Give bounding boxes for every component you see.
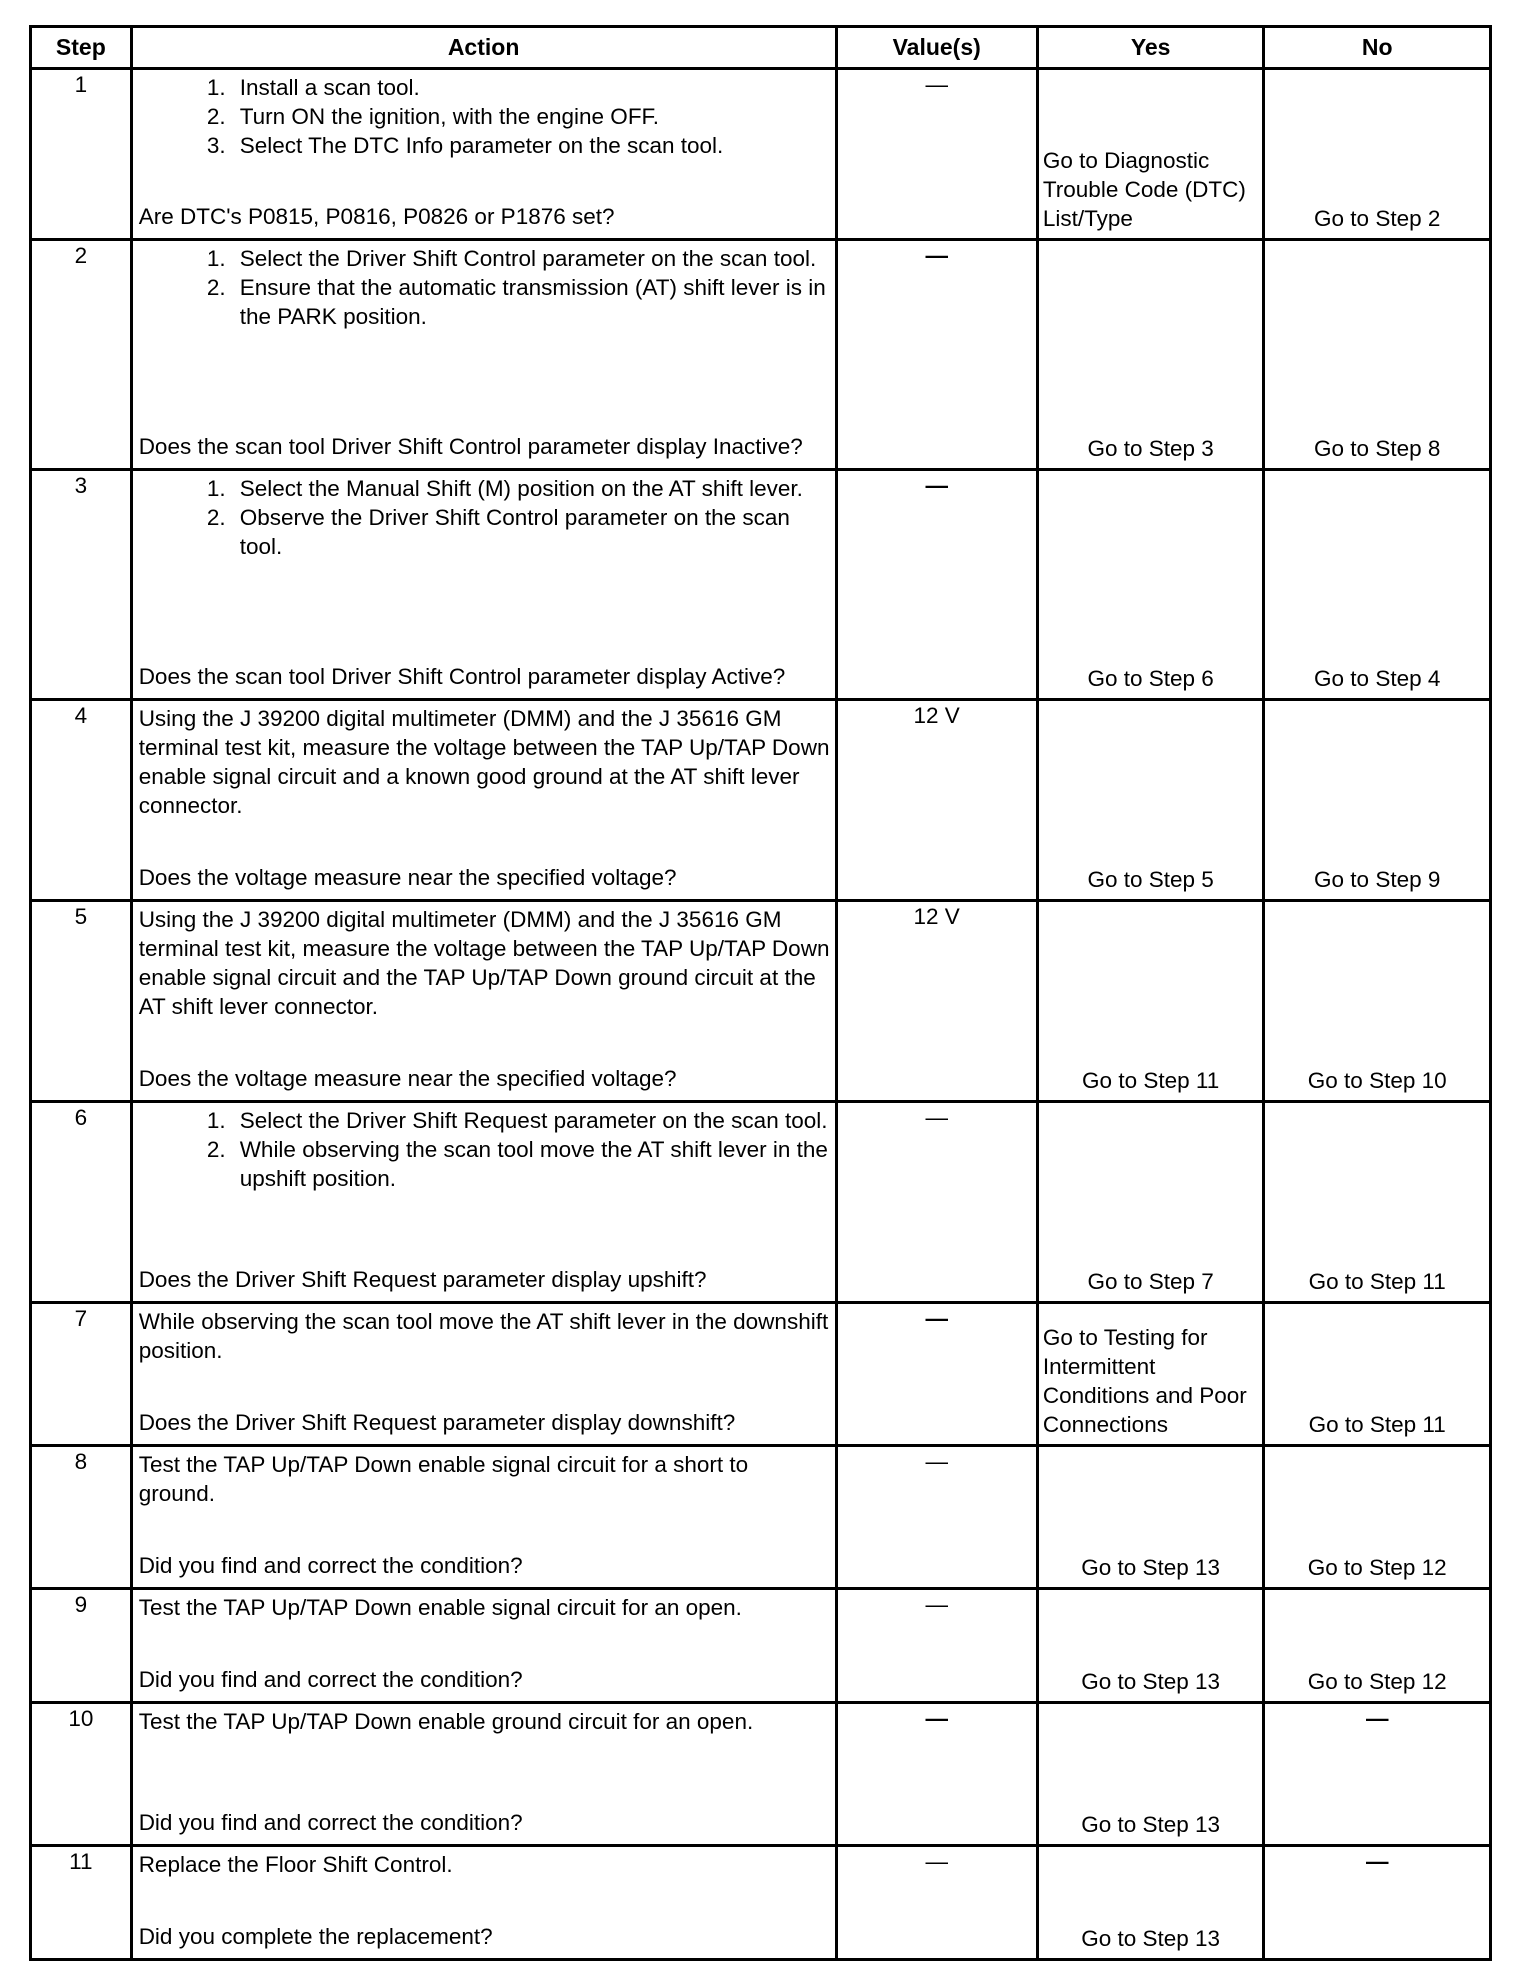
yes-content	[1039, 902, 1263, 1097]
value-text: —	[925, 1706, 948, 1731]
step-number: 6	[31, 1102, 132, 1303]
action-content	[133, 241, 835, 465]
value-cell	[836, 470, 1037, 700]
no-text[interactable]: Go to Step 12	[1307, 1669, 1447, 1694]
yes-text[interactable]: Go to Step 13	[1081, 1812, 1221, 1837]
header-yes: Yes	[1037, 27, 1264, 69]
yes-content	[1039, 1847, 1263, 1955]
no-content	[1265, 241, 1489, 465]
yes-cell	[1037, 1446, 1264, 1589]
header-action: Action	[131, 27, 836, 69]
step-number: 9	[31, 1589, 132, 1703]
no-text[interactable]: Go to Step 11	[1308, 1412, 1446, 1437]
yes-text[interactable]: Go to Step 13	[1081, 1926, 1221, 1951]
yes-text[interactable]: Go to Step 3	[1087, 436, 1214, 461]
value-text: 12 V	[913, 904, 960, 929]
yes-text[interactable]: Go to Step 5	[1087, 867, 1214, 892]
action-step-text: Select the Driver Shift Control parameter on the scan tool.	[239, 246, 817, 271]
no-content	[1265, 1447, 1489, 1584]
action-cell	[131, 470, 836, 700]
table-row	[31, 901, 1491, 1102]
action-question: Does the Driver Shift Request parameter display upshift?	[138, 1267, 707, 1292]
action-step-item	[139, 1106, 831, 1135]
value-text: —	[925, 1449, 948, 1474]
table-row	[31, 240, 1491, 470]
table-row	[31, 1303, 1491, 1446]
value-cell	[836, 1703, 1037, 1846]
yes-cell	[1037, 69, 1264, 240]
yes-cell	[1037, 470, 1264, 700]
header-no: No	[1264, 27, 1491, 69]
action-question: Did you complete the replacement?	[138, 1924, 493, 1949]
action-step-item	[139, 244, 831, 273]
action-content	[133, 701, 835, 896]
no-text: —	[1365, 1706, 1389, 1731]
action-cell	[131, 1303, 836, 1446]
action-text: Using the J 39200 digital multimeter (DMM) and the J 35616 GM terminal test kit, measure the voltage between the TAP Up/TAP Down enable signal circuit and the TAP Up/TAP Down ground circuit at the AT shift lever connector.	[138, 907, 830, 1019]
no-text[interactable]: Go to Step 10	[1307, 1068, 1447, 1093]
no-content	[1265, 1103, 1489, 1298]
value-cell	[836, 901, 1037, 1102]
no-cell	[1264, 69, 1491, 240]
yes-cell	[1037, 1703, 1264, 1846]
table-row	[31, 1703, 1491, 1846]
action-content	[133, 1304, 835, 1441]
action-instructions	[139, 1450, 831, 1508]
action-step-number: 2.	[206, 275, 226, 300]
header-values: Value(s)	[836, 27, 1037, 69]
action-text: While observing the scan tool move the AT shift lever in the downshift position.	[138, 1309, 829, 1363]
yes-content	[1039, 1447, 1263, 1584]
action-step-text: Select the Manual Shift (M) position on the AT shift lever.	[239, 476, 803, 501]
value-text: 12 V	[913, 703, 960, 728]
value-text: —	[925, 243, 948, 268]
value-text: —	[925, 1592, 948, 1617]
action-content	[133, 1590, 835, 1698]
value-cell	[836, 1303, 1037, 1446]
value-text: —	[925, 1306, 948, 1331]
yes-text[interactable]: Go to Step 6	[1087, 666, 1214, 691]
action-text: Replace the Floor Shift Control.	[138, 1852, 453, 1877]
step-number: 7	[31, 1303, 132, 1446]
yes-text[interactable]: Go to Testing for Intermittent Conditions and Poor Connections	[1042, 1325, 1247, 1437]
action-text: Using the J 39200 digital multimeter (DMM) and the J 35616 GM terminal test kit, measure the voltage between the TAP Up/TAP Down enable signal circuit and a known good ground at the AT shift lever connector.	[138, 706, 830, 818]
value-text: —	[925, 473, 948, 498]
step-number: 1	[31, 69, 132, 240]
action-step-number: 2.	[206, 104, 226, 129]
table-row	[31, 1589, 1491, 1703]
action-step-text: Select the Driver Shift Request parameter on the scan tool.	[239, 1108, 828, 1133]
no-content	[1265, 471, 1489, 695]
action-cell	[131, 1589, 836, 1703]
action-step-text: Install a scan tool.	[239, 75, 420, 100]
no-text[interactable]: Go to Step 8	[1314, 436, 1441, 461]
no-cell	[1264, 700, 1491, 901]
yes-cell	[1037, 1589, 1264, 1703]
action-instructions	[139, 1307, 831, 1365]
yes-cell	[1037, 1846, 1264, 1960]
no-text[interactable]: Go to Step 12	[1307, 1555, 1447, 1580]
action-step-item	[139, 73, 831, 102]
action-content	[133, 1704, 835, 1841]
value-cell	[836, 700, 1037, 901]
step-number: 3	[31, 470, 132, 700]
yes-cell	[1037, 901, 1264, 1102]
action-cell	[131, 69, 836, 240]
yes-text[interactable]: Go to Step 7	[1087, 1269, 1214, 1294]
action-step-number: 3.	[206, 133, 226, 158]
step-number: 4	[31, 700, 132, 901]
no-cell	[1264, 240, 1491, 470]
action-steps-list	[139, 1106, 831, 1193]
action-step-number: 2.	[206, 505, 226, 530]
table-row	[31, 1846, 1491, 1960]
no-cell	[1264, 901, 1491, 1102]
action-content	[133, 471, 835, 695]
action-step-text: Ensure that the automatic transmission (AT) shift lever is in the PARK position.	[239, 275, 826, 329]
action-steps-list	[139, 474, 831, 561]
no-text: —	[1365, 1849, 1389, 1874]
action-content	[133, 1103, 835, 1298]
action-step-text: Observe the Driver Shift Control parameter on the scan tool.	[239, 505, 790, 559]
step-number: 10	[31, 1703, 132, 1846]
action-instructions	[139, 905, 831, 1021]
action-instructions	[139, 1106, 831, 1193]
no-cell	[1264, 1846, 1491, 1960]
action-step-text: Turn ON the ignition, with the engine OFF.	[239, 104, 660, 129]
action-instructions	[139, 474, 831, 561]
action-instructions	[139, 244, 831, 331]
action-step-item	[139, 1135, 831, 1193]
yes-content	[1039, 471, 1263, 695]
yes-content	[1039, 1590, 1263, 1698]
action-question: Does the scan tool Driver Shift Control parameter display Inactive?	[138, 434, 803, 459]
no-content	[1265, 1304, 1489, 1441]
table-row	[31, 700, 1491, 901]
action-step-number: 1.	[206, 476, 226, 501]
action-text: Test the TAP Up/TAP Down enable signal circuit for a short to ground.	[138, 1452, 749, 1506]
yes-text[interactable]: Go to Step 11	[1082, 1068, 1220, 1093]
no-text[interactable]: Go to Step 9	[1314, 867, 1441, 892]
yes-content	[1039, 1704, 1263, 1841]
action-content	[133, 70, 835, 235]
table-row	[31, 1446, 1491, 1589]
no-content	[1265, 701, 1489, 896]
no-cell	[1264, 470, 1491, 700]
no-content	[1265, 1590, 1489, 1698]
action-step-item	[139, 503, 831, 561]
action-step-item	[139, 273, 831, 331]
action-instructions	[139, 1593, 831, 1622]
value-cell	[836, 1102, 1037, 1303]
action-step-text: While observing the scan tool move the AT shift lever in the upshift position.	[239, 1137, 828, 1191]
yes-text[interactable]: Go to Step 13	[1081, 1555, 1221, 1580]
yes-text[interactable]: Go to Diagnostic Trouble Code (DTC) List/Type	[1042, 148, 1246, 231]
step-number: 11	[31, 1846, 132, 1960]
yes-content	[1039, 70, 1263, 235]
action-cell	[131, 1446, 836, 1589]
action-cell	[131, 1703, 836, 1846]
yes-cell	[1037, 1303, 1264, 1446]
action-instructions	[139, 1850, 831, 1879]
action-step-number: 1.	[206, 75, 226, 100]
action-question: Does the Driver Shift Request parameter display downshift?	[138, 1410, 736, 1435]
action-cell	[131, 901, 836, 1102]
no-cell	[1264, 1446, 1491, 1589]
diagnostic-table	[29, 25, 1492, 1961]
action-step-item	[139, 102, 831, 131]
action-steps-list	[139, 244, 831, 331]
value-cell	[836, 240, 1037, 470]
action-step-text: Select The DTC Info parameter on the scan tool.	[239, 133, 724, 158]
action-instructions	[139, 73, 831, 160]
action-question: Did you find and correct the condition?	[138, 1553, 523, 1578]
yes-text[interactable]: Go to Step 13	[1081, 1669, 1221, 1694]
value-cell	[836, 69, 1037, 240]
table-row	[31, 470, 1491, 700]
yes-cell	[1037, 1102, 1264, 1303]
action-step-number: 2.	[206, 1137, 226, 1162]
yes-cell	[1037, 240, 1264, 470]
value-text: —	[925, 1105, 948, 1130]
no-text[interactable]: Go to Step 11	[1308, 1269, 1446, 1294]
action-cell	[131, 240, 836, 470]
no-text[interactable]: Go to Step 2	[1314, 206, 1441, 231]
yes-content	[1039, 1103, 1263, 1298]
table-row	[31, 1102, 1491, 1303]
action-question: Does the voltage measure near the specified voltage?	[138, 1066, 677, 1091]
action-content	[133, 1847, 835, 1955]
action-content	[133, 902, 835, 1097]
no-cell	[1264, 1303, 1491, 1446]
yes-cell	[1037, 700, 1264, 901]
action-steps-list	[139, 73, 831, 160]
action-instructions	[139, 1707, 831, 1736]
no-content	[1265, 70, 1489, 235]
value-text: —	[925, 72, 948, 97]
action-text: Test the TAP Up/TAP Down enable signal circuit for an open.	[138, 1595, 742, 1620]
no-content	[1265, 902, 1489, 1097]
no-text[interactable]: Go to Step 4	[1314, 666, 1441, 691]
action-question: Did you find and correct the condition?	[138, 1667, 523, 1692]
action-step-item	[139, 131, 831, 160]
action-text: Test the TAP Up/TAP Down enable ground circuit for an open.	[138, 1709, 754, 1734]
value-cell	[836, 1589, 1037, 1703]
header-step: Step	[31, 27, 132, 69]
step-number: 8	[31, 1446, 132, 1589]
no-cell	[1264, 1589, 1491, 1703]
action-step-item	[139, 474, 831, 503]
table-row	[31, 69, 1491, 240]
value-text: —	[925, 1849, 948, 1874]
action-question: Does the scan tool Driver Shift Control parameter display Active?	[138, 664, 786, 689]
action-question: Does the voltage measure near the specified voltage?	[138, 865, 677, 890]
no-cell	[1264, 1102, 1491, 1303]
yes-content	[1039, 1304, 1263, 1441]
action-cell	[131, 700, 836, 901]
value-cell	[836, 1446, 1037, 1589]
action-cell	[131, 1102, 836, 1303]
no-cell	[1264, 1703, 1491, 1846]
action-instructions	[139, 704, 831, 820]
action-question: Are DTC's P0815, P0816, P0826 or P1876 set?	[138, 204, 615, 229]
action-cell	[131, 1846, 836, 1960]
action-step-number: 1.	[206, 1108, 226, 1133]
action-content	[133, 1447, 835, 1584]
action-question: Did you find and correct the condition?	[138, 1810, 523, 1835]
value-cell	[836, 1846, 1037, 1960]
action-step-number: 1.	[206, 246, 226, 271]
step-number: 5	[31, 901, 132, 1102]
header-row	[31, 27, 1491, 69]
yes-content	[1039, 241, 1263, 465]
yes-content	[1039, 701, 1263, 896]
step-number: 2	[31, 240, 132, 470]
